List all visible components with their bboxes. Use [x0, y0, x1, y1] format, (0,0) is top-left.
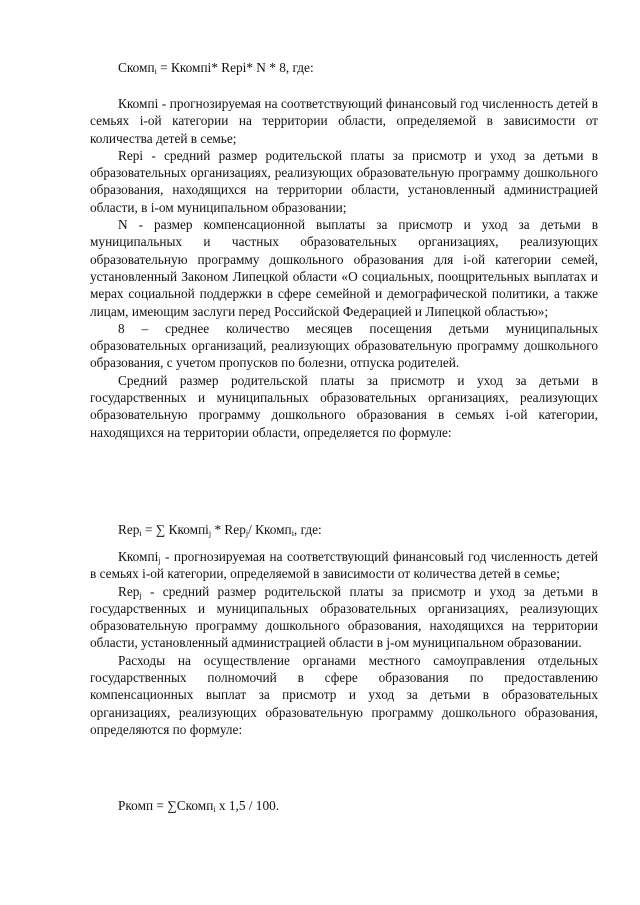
paragraph: 8 – среднее количество месяцев посещения детьми муниципальных образовательных организаций, реализующих образовательную программу дошкольного образования, с учетом пропусков по болезни, отпуска родителей. — [90, 320, 598, 371]
formula-subscript: j — [245, 529, 249, 538]
paragraph: Ккомпi$_j$ - прогнозируемая на соответствующий финансовый год численность детей в семьях i-ой категории, определяемой в зависимости от количества детей в семье; — [90, 549, 598, 582]
formula-subscript: i — [291, 529, 294, 538]
definitions-block-2 — [90, 548, 598, 738]
formula-compensation-cost — [118, 59, 314, 76]
paragraph: Ккомпi - прогнозируемая на соответствующий финансовый год численность детей в семьях i-ой категории на территории области, определяемой в зависимости от количества детей в семье; — [90, 96, 598, 146]
paragraph: Расходы на осуществление органами местного самоуправления отдельных государственных полномочий в сфере образования по предоставлению компенсационных выплат за присмотр и уход за детьми в образовательных организациях, реализующих образовательную программу дошкольного образования, определяются по формуле: — [90, 652, 598, 737]
formula-subscript: i — [154, 67, 157, 76]
formula-text: Ркомп = ∑Скомп — [118, 798, 214, 813]
paragraph: Rep$_j$ - средний размер родительской платы за присмотр и уход за детьми в государственных и муниципальных образовательных организациях, реализующих образовательную программу дошкольного образования, находящихся на территории области, установленный администрацией области в j-ом муниципальном образовании. — [90, 583, 598, 651]
formula-total-expenses — [118, 797, 279, 814]
formula-text: = Ккомпi* Repi* N * 8, где: — [156, 60, 314, 75]
formula-text: Rep — [118, 522, 140, 537]
paragraph: N - размер компенсационной выплаты за присмотр и уход за детьми в муниципальных и частных образовательных организациях, реализующих образовательную программу дошкольного образования для i-ой категории семей, установленный Законом Липецкой области «О социальных, поощрительных выплатах и мерах социальной поддержки в сфере семейной и демографической политики, а также лицам, имеющим заслуги перед Российской Федерацией и Липецкой областью»; — [90, 217, 598, 319]
formula-subscript: i — [139, 529, 142, 538]
formula-text: Скомп — [118, 60, 155, 75]
formula-text: , где: — [293, 522, 322, 537]
formula-average-fee — [118, 521, 322, 538]
paragraph: Средний размер родительской платы за присмотр и уход за детьми в государственных и муниципальных образовательных организациях, реализующих образовательную программу дошкольного образования в семьях i-ой категории, находящихся на территории области, определяется по формуле: — [90, 372, 598, 440]
formula-text: х 1,5 / 100. — [215, 798, 280, 813]
formula-text: * Rep — [211, 522, 246, 537]
definitions-block-1 — [90, 95, 598, 441]
formula-text: / Ккомп — [248, 522, 292, 537]
formula-text: = ∑ Ккомпi — [141, 522, 209, 537]
paragraph: Repi - средний размер родительской платы за присмотр и уход за детьми в образовательных организациях, реализующих образовательную программу дошкольного образования, находящихся на территории области, установленный администрацией области, в i-ом муниципальном образовании; — [90, 147, 598, 215]
formula-subscript: i — [213, 805, 216, 814]
formula-subscript: j — [208, 529, 212, 538]
